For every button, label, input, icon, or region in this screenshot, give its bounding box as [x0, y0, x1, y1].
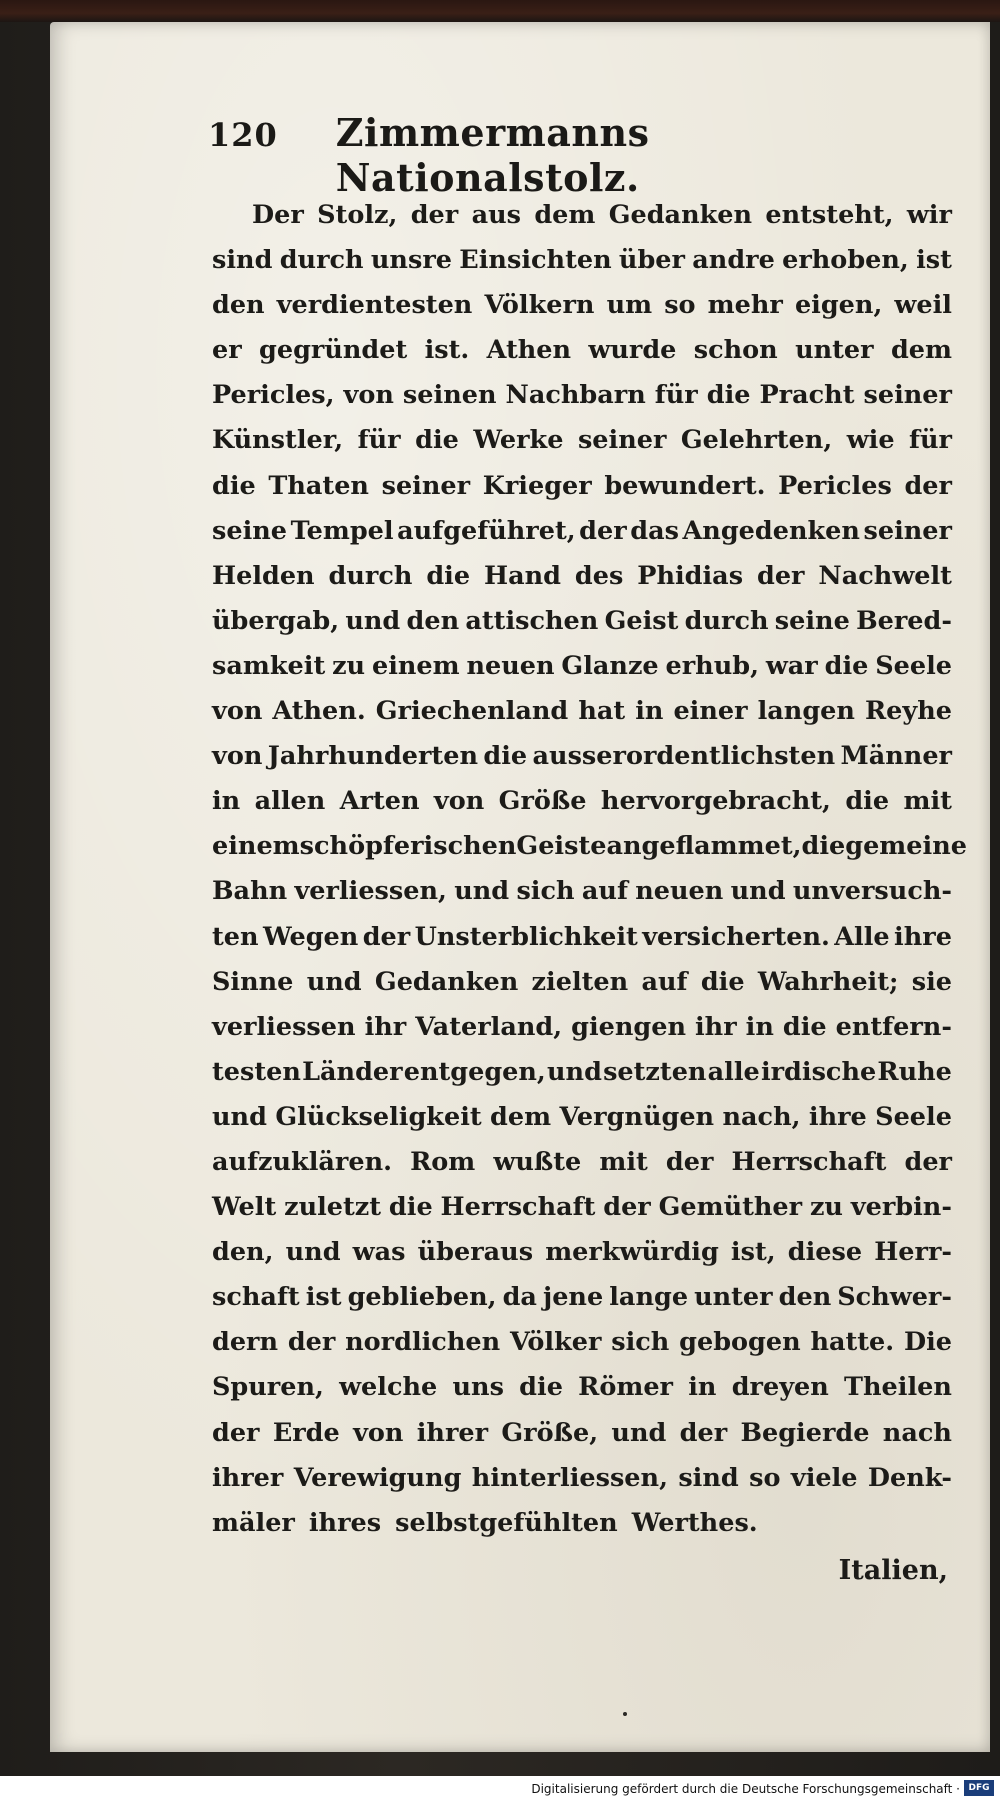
text-line	[212, 1320, 952, 1365]
word: Reyhe	[864, 696, 952, 727]
word: irdische	[760, 1056, 877, 1087]
word: hinterliessen,	[471, 1462, 668, 1493]
word: verbin-	[850, 1192, 952, 1223]
word: Hand	[484, 560, 561, 591]
text-line	[212, 193, 952, 238]
word: in	[688, 1372, 717, 1403]
word: seine	[774, 605, 850, 636]
word: dem	[890, 335, 952, 366]
word: die	[483, 741, 528, 772]
word: Nachwelt	[818, 560, 952, 591]
body-text	[212, 193, 967, 1546]
word: Thaten	[268, 470, 369, 501]
text-line	[212, 373, 952, 418]
word: der	[212, 1417, 260, 1448]
word: ist.	[424, 335, 470, 366]
word: auf	[641, 966, 688, 997]
word: Geiste	[516, 831, 607, 862]
dfg-logo: DFG	[964, 1780, 994, 1796]
word: Seele	[875, 650, 952, 681]
word: Gemüther	[658, 1192, 803, 1223]
text-line	[212, 509, 952, 554]
word: gemeine	[845, 831, 967, 862]
word: Geist	[604, 605, 679, 636]
word: seiner	[863, 515, 952, 546]
word: Herr-	[874, 1237, 952, 1268]
word: Krieger	[482, 470, 592, 501]
word: Pracht	[759, 380, 855, 411]
word: und	[454, 876, 510, 907]
word: von	[212, 741, 263, 772]
word: Unsterblichkeit	[414, 921, 638, 952]
word: ausserordentlichsten	[532, 741, 836, 772]
word: Wahrheit;	[757, 966, 899, 997]
text-line	[212, 915, 952, 960]
word: zuletzt	[284, 1192, 382, 1223]
text-line	[212, 1005, 952, 1050]
word: nach,	[722, 1101, 801, 1132]
word: Erde	[272, 1417, 340, 1448]
word: sind	[212, 245, 273, 276]
word: die	[845, 786, 890, 817]
word: Pericles,	[212, 380, 335, 411]
word: ihrer	[416, 1417, 489, 1448]
word: von	[433, 786, 485, 817]
word: sie	[911, 966, 952, 997]
word: Völkern	[484, 290, 595, 321]
word: einem	[371, 650, 460, 681]
word: sich	[516, 876, 575, 907]
word: Pericles	[778, 470, 892, 501]
text-line	[212, 554, 952, 599]
word: durch	[328, 560, 413, 591]
word: Länder	[302, 1056, 403, 1087]
word: war	[765, 650, 818, 681]
word: die	[782, 1011, 827, 1042]
text-line	[212, 1275, 952, 1320]
word: der	[665, 1146, 714, 1177]
word: Jahrhunderten	[267, 741, 478, 772]
word: viele	[790, 1462, 858, 1493]
word: und	[611, 1417, 667, 1448]
word: schöpferischen	[299, 831, 517, 862]
word: versicherten.	[642, 921, 830, 952]
word: ihre	[808, 1101, 867, 1132]
word: die	[706, 380, 751, 411]
word: jene	[542, 1282, 604, 1313]
word: entgegen,	[403, 1056, 546, 1087]
word: wurde	[588, 335, 677, 366]
word: der	[579, 515, 627, 546]
word: überaus	[417, 1237, 534, 1268]
word: der	[904, 1146, 952, 1177]
text-line	[212, 1185, 952, 1230]
text-line	[212, 644, 952, 689]
word: den,	[212, 1237, 274, 1268]
word: angeflammet,	[606, 831, 802, 862]
word: eigen,	[794, 290, 883, 321]
word: und	[345, 605, 401, 636]
word: und	[285, 1237, 341, 1268]
word: wie	[846, 425, 895, 456]
word: in	[745, 1011, 774, 1042]
word: aus	[471, 200, 521, 230]
word: Gedanken	[608, 200, 753, 230]
word: giengen	[571, 1011, 686, 1042]
word: und	[212, 1101, 267, 1132]
word: langen	[757, 696, 855, 727]
word: Gedanken	[374, 966, 519, 997]
word: seine	[212, 515, 288, 546]
word: da	[502, 1282, 537, 1313]
word: Athen.	[272, 696, 366, 727]
word: Römer	[578, 1372, 673, 1403]
word: die	[426, 560, 471, 591]
text-line	[212, 599, 952, 644]
word: einer	[673, 696, 748, 727]
word: Männer	[840, 741, 952, 772]
word: seiner	[381, 470, 471, 501]
word: entsteht,	[765, 200, 894, 230]
word: zielten	[531, 966, 629, 997]
word: ihr	[694, 1011, 737, 1042]
word: die	[824, 650, 869, 681]
word: aufgeführet,	[397, 515, 576, 546]
word: Bered-	[856, 605, 952, 636]
word: Athen	[486, 335, 572, 366]
text-line	[212, 960, 952, 1005]
word: für	[654, 380, 698, 411]
word: unversuch-	[792, 876, 952, 907]
word: hat	[578, 696, 626, 727]
word: weil	[894, 290, 952, 321]
word: andre	[692, 245, 775, 276]
word: für	[357, 425, 401, 456]
word: schaft	[212, 1282, 300, 1313]
word: dern	[212, 1327, 279, 1358]
word: Vergnügen	[559, 1101, 715, 1132]
word: Einsichten	[459, 245, 612, 276]
word: allen	[254, 786, 326, 817]
word: Größe,	[501, 1417, 599, 1448]
text-line	[212, 328, 952, 373]
word: die	[519, 1372, 563, 1403]
word: der	[362, 921, 411, 952]
word: von	[212, 696, 263, 727]
word: dreyen	[731, 1372, 829, 1403]
word: welche	[339, 1372, 438, 1403]
word: lange	[609, 1282, 689, 1313]
word: mehr	[707, 290, 783, 321]
page-header	[208, 110, 948, 200]
word: gegründet	[259, 335, 408, 366]
word: den	[212, 290, 265, 321]
word: und	[306, 966, 362, 997]
word: Seele	[875, 1101, 952, 1132]
catchword: Italien,	[838, 1555, 948, 1586]
word: die	[700, 966, 745, 997]
word: in	[635, 696, 664, 727]
word: von	[343, 380, 394, 411]
word: seinen	[402, 380, 497, 411]
word: Griechenland	[375, 696, 569, 727]
word: für	[909, 425, 952, 456]
word: Herrschaft	[731, 1146, 887, 1177]
word: er	[212, 335, 242, 366]
word: unsre	[370, 245, 452, 276]
word: der	[410, 200, 459, 230]
word: samkeit	[212, 650, 326, 681]
text-line	[212, 238, 952, 283]
word: die	[415, 425, 459, 456]
word: Denk-	[867, 1462, 952, 1493]
word: der	[904, 470, 952, 501]
word: erhoben,	[782, 245, 909, 276]
word: aufzuklären.	[212, 1146, 393, 1177]
text-line	[212, 1365, 952, 1410]
word: Arten	[339, 786, 420, 817]
ink-speck	[623, 1712, 627, 1716]
word: Vaterland,	[415, 1011, 563, 1042]
word: auf	[581, 876, 628, 907]
word: mit	[903, 786, 952, 817]
word: testen	[212, 1056, 301, 1087]
word: sind	[678, 1462, 739, 1493]
word: zu	[809, 1192, 843, 1223]
word: ihrer	[212, 1462, 284, 1493]
text-line	[212, 779, 952, 824]
page-number: 120	[208, 116, 278, 154]
word: wußte	[493, 1146, 582, 1177]
word: erhub,	[665, 650, 759, 681]
word: ist	[916, 245, 952, 276]
word: verliessen,	[294, 876, 447, 907]
text-line	[212, 689, 952, 734]
word: wir	[906, 200, 952, 230]
word: setzten	[603, 1056, 707, 1087]
word: Stolz,	[317, 200, 398, 230]
word: von	[353, 1417, 404, 1448]
word: Der	[252, 200, 304, 230]
word: Theilen	[844, 1372, 952, 1403]
text-line	[212, 1456, 952, 1501]
word: den	[778, 1282, 832, 1313]
word: Nachbarn	[505, 380, 646, 411]
word: der	[603, 1192, 651, 1223]
text-line	[212, 734, 952, 779]
text-line	[212, 869, 952, 914]
book-top-edge	[0, 0, 1000, 22]
word: die	[388, 1192, 433, 1223]
word: Werke	[473, 425, 564, 456]
word: ten	[212, 921, 259, 952]
word: ist	[305, 1282, 342, 1313]
word: des	[574, 560, 624, 591]
word: über	[618, 245, 685, 276]
footer-credit: Digitalisierung gefördert durch die Deutsche Forschungsgemeinschaft ·	[531, 1782, 960, 1796]
word: Begierde	[740, 1417, 870, 1448]
word: mäler	[212, 1507, 295, 1538]
word: geblieben,	[347, 1282, 497, 1313]
word: seiner	[577, 425, 667, 456]
text-line	[212, 1095, 952, 1140]
word: durch	[279, 245, 364, 276]
text-line	[212, 418, 952, 463]
text-line	[212, 1140, 952, 1185]
word: Alle	[834, 921, 890, 952]
word: Gelehrten,	[680, 425, 833, 456]
word: Werthes.	[631, 1507, 758, 1538]
word: hatte.	[810, 1327, 895, 1358]
word: Glanze	[561, 650, 659, 681]
word: dem	[490, 1101, 552, 1132]
word: Spuren,	[212, 1372, 324, 1403]
word: Sinne	[212, 966, 294, 997]
word: ihres	[308, 1507, 382, 1538]
word: in	[212, 786, 241, 817]
word: Herrschaft	[440, 1192, 596, 1223]
word: alle	[707, 1056, 760, 1087]
word: und	[546, 1056, 602, 1087]
word: der	[757, 560, 805, 591]
word: Angedenken	[682, 515, 860, 546]
word: übergab,	[212, 605, 340, 636]
text-line	[212, 283, 952, 328]
text-line	[212, 1411, 952, 1456]
text-line	[212, 1501, 952, 1546]
word: bewundert.	[604, 470, 766, 501]
word: Rom	[410, 1146, 476, 1177]
word: zu	[332, 650, 366, 681]
word: neuen	[635, 876, 724, 907]
word: Welt	[212, 1192, 277, 1223]
word: verliessen	[212, 1011, 356, 1042]
text-line	[212, 1050, 952, 1095]
text-line	[212, 464, 952, 509]
word: nach	[882, 1417, 952, 1448]
word: Helden	[212, 560, 315, 591]
text-line	[212, 824, 967, 869]
word: diese	[787, 1237, 863, 1268]
word: um	[606, 290, 653, 321]
word: attischen	[465, 605, 599, 636]
word: hervorgebracht,	[600, 786, 831, 817]
word: dem	[534, 200, 596, 230]
word: so	[664, 290, 696, 321]
word: Künstler,	[212, 425, 344, 456]
word: unter	[795, 335, 874, 366]
word: durch	[684, 605, 769, 636]
word: entfern-	[835, 1011, 952, 1042]
word: Völker	[509, 1327, 602, 1358]
word: gebogen	[679, 1327, 801, 1358]
word: seiner	[863, 380, 952, 411]
word: mit	[599, 1146, 648, 1177]
word: sich	[611, 1327, 670, 1358]
word: Verewigung	[293, 1462, 462, 1493]
running-head: Zimmermanns Nationalstolz.	[335, 110, 650, 200]
word: das	[630, 515, 679, 546]
word: Schwer-	[837, 1282, 952, 1313]
word: uns	[452, 1372, 504, 1403]
word: Die	[903, 1327, 952, 1358]
word: Phidias	[637, 560, 744, 591]
word: was	[352, 1237, 406, 1268]
word: neuen	[466, 650, 555, 681]
word: Wegen	[262, 921, 359, 952]
word: nordlichen	[345, 1327, 501, 1358]
word: unter	[694, 1282, 773, 1313]
word: merkwürdig	[545, 1237, 719, 1268]
word: der	[287, 1327, 336, 1358]
word: die	[801, 831, 846, 862]
word: so	[749, 1462, 781, 1493]
word: Ruhe	[877, 1056, 952, 1087]
word: Glückseligkeit	[275, 1101, 482, 1132]
text-line	[212, 1230, 952, 1275]
word: Bahn	[212, 876, 288, 907]
word: einem	[212, 831, 300, 862]
word: ihre	[894, 921, 952, 952]
word: Tempel	[290, 515, 394, 546]
word: Größe	[498, 786, 587, 817]
word: verdientesten	[276, 290, 473, 321]
word: ihr	[364, 1011, 407, 1042]
word: den	[406, 605, 460, 636]
word: ist,	[730, 1237, 776, 1268]
word: selbstgefühlten	[395, 1507, 618, 1538]
word: der	[679, 1417, 728, 1448]
word: schon	[693, 335, 778, 366]
word: und	[730, 876, 786, 907]
word: die	[212, 470, 256, 501]
